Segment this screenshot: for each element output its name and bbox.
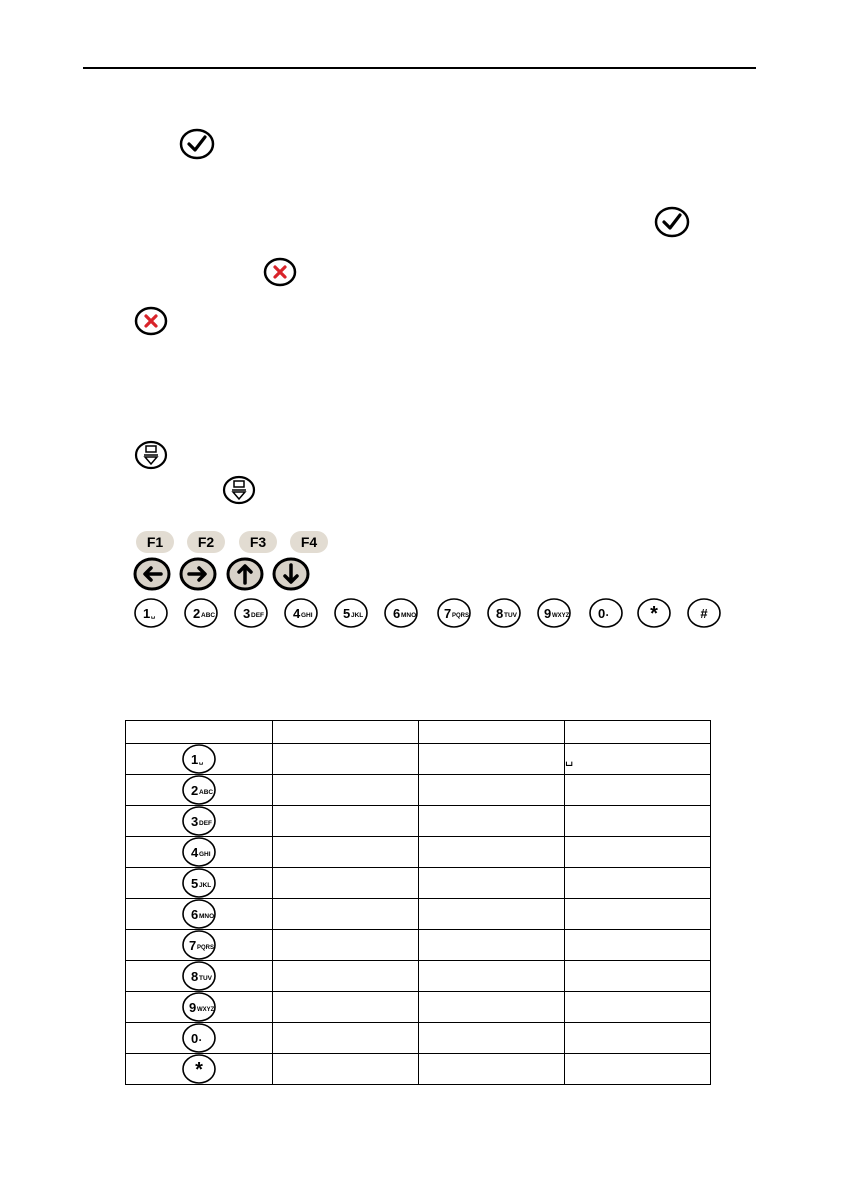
table-key-cell [126,1054,273,1085]
table-cell [273,868,419,899]
table-cell [419,775,565,806]
table-row [126,1023,711,1054]
table-cell [273,899,419,930]
table-cell [419,744,565,775]
cancel-x-icon [134,306,168,336]
key-mapping-table [125,720,711,1085]
key-9-icon [126,992,272,1022]
key-hash[interactable] [686,597,722,629]
table-cell [565,899,711,930]
key-3[interactable] [233,597,269,629]
svg-text:5: 5 [343,606,351,621]
table-cell [273,806,419,837]
table-row [126,775,711,806]
svg-text:•: • [199,1037,202,1044]
svg-text:6: 6 [191,907,199,922]
svg-text:6: 6 [393,606,401,621]
svg-text:0: 0 [598,606,606,621]
key-7-icon [126,930,272,960]
table-key-cell [126,775,273,806]
key-8[interactable] [486,597,522,629]
table-cell [565,868,711,899]
svg-text:WXYZ: WXYZ [197,1007,215,1013]
table-row [126,806,711,837]
table-cell [565,837,711,868]
table-key-cell [126,899,273,930]
key-1-icon [126,744,272,774]
table-row [126,1054,711,1085]
table-cell [419,1054,565,1085]
cancel-x-icon [263,257,297,287]
f2-key[interactable]: F2 [187,531,225,553]
table-cell [273,992,419,1023]
key-2[interactable] [183,597,219,629]
key-3-icon [126,806,272,836]
table-cell [419,992,565,1023]
f3-key[interactable]: F3 [239,531,277,553]
key-1[interactable] [133,597,169,629]
svg-text:5: 5 [191,876,199,891]
table-header [126,721,273,744]
table-cell [565,1054,711,1085]
table-cell [273,837,419,868]
key-8-icon [126,961,272,991]
key-star-icon [126,1054,272,1084]
svg-text:*: * [195,1059,203,1081]
svg-text:7: 7 [189,938,197,953]
svg-text:WXYZ: WXYZ [552,613,570,619]
table-key-cell [126,744,273,775]
table-row [126,992,711,1023]
svg-text:9: 9 [189,1000,197,1015]
table-key-cell [126,930,273,961]
table-cell [273,1023,419,1054]
key-7[interactable] [436,597,472,629]
svg-text:7: 7 [444,606,452,621]
svg-text:*: * [650,603,658,625]
table-cell [565,961,711,992]
svg-text:PQRS: PQRS [452,613,470,619]
key-4[interactable] [283,597,319,629]
table-row [126,930,711,961]
key-6-icon [126,899,272,929]
key-2-icon [126,775,272,805]
svg-text:ABC: ABC [201,612,216,619]
table-cell [565,992,711,1023]
table-cell [273,1054,419,1085]
svg-text:2: 2 [193,606,201,621]
right-arrow-key[interactable] [179,557,217,591]
table-cell [419,1023,565,1054]
header-rule [83,67,756,69]
key-4-icon [126,837,272,867]
svg-text:GHI: GHI [301,612,313,619]
table-row [126,744,711,775]
table-key-cell [126,806,273,837]
table-key-cell [126,1023,273,1054]
table-cell [419,930,565,961]
key-0-icon [126,1023,272,1053]
table-header-row [126,721,711,744]
svg-text:8: 8 [496,606,504,621]
svg-text:0: 0 [191,1031,199,1046]
svg-text:•: • [606,612,609,619]
left-arrow-key[interactable] [133,557,171,591]
table-cell [273,961,419,992]
key-5-icon [126,868,272,898]
svg-text:␣: ␣ [199,758,204,765]
svg-text:9: 9 [544,606,552,621]
table-cell [419,868,565,899]
svg-text:DEF: DEF [251,612,264,619]
key-9[interactable] [536,597,572,629]
svg-text:1: 1 [191,752,199,767]
svg-text:JKL: JKL [199,882,212,889]
table-key-cell [126,837,273,868]
table-cell [565,806,711,837]
svg-text:DEF: DEF [199,820,212,827]
table-cell [419,806,565,837]
svg-text:4: 4 [293,606,301,621]
table-cell [565,1023,711,1054]
svg-text:PQRS: PQRS [197,945,215,951]
up-arrow-key[interactable] [226,557,264,591]
svg-text:3: 3 [243,606,251,621]
table-cell [273,744,419,775]
table-key-cell [126,961,273,992]
table-row [126,899,711,930]
table-header [565,721,711,744]
table-header [273,721,419,744]
svg-text:1: 1 [143,606,151,621]
svg-text:3: 3 [191,814,199,829]
down-arrow-key[interactable] [272,557,310,591]
table-cell [565,775,711,806]
key-5[interactable] [333,597,369,629]
svg-text:#: # [700,606,708,621]
key-star[interactable] [636,597,672,629]
table-cell [273,930,419,961]
svg-text:8: 8 [191,969,199,984]
table-key-cell [126,992,273,1023]
ok-check-icon [179,128,215,160]
svg-text:2: 2 [191,783,199,798]
svg-text:JKL: JKL [351,612,364,619]
f1-key[interactable]: F1 [136,531,174,553]
table-cell [419,899,565,930]
table-cell [419,961,565,992]
svg-text:␣: ␣ [151,612,156,619]
svg-text:ABC: ABC [199,789,214,796]
svg-text:4: 4 [191,845,199,860]
table-row [126,837,711,868]
svg-text:MNO: MNO [199,913,215,920]
svg-text:MNO: MNO [401,612,417,619]
enter-key-icon [222,475,256,505]
table-cell [565,930,711,961]
svg-text:TUV: TUV [504,612,517,619]
enter-key-icon [134,440,168,470]
f4-key[interactable]: F4 [290,531,328,553]
table-header [419,721,565,744]
table-row [126,961,711,992]
svg-text:GHI: GHI [199,851,211,858]
table-cell [273,775,419,806]
key-0[interactable] [588,597,624,629]
table-row [126,868,711,899]
ok-check-icon [654,206,690,238]
svg-text:TUV: TUV [199,975,212,982]
key-6[interactable] [383,597,419,629]
table-cell: ␣ [565,744,711,775]
table-key-cell [126,868,273,899]
table-cell [419,837,565,868]
